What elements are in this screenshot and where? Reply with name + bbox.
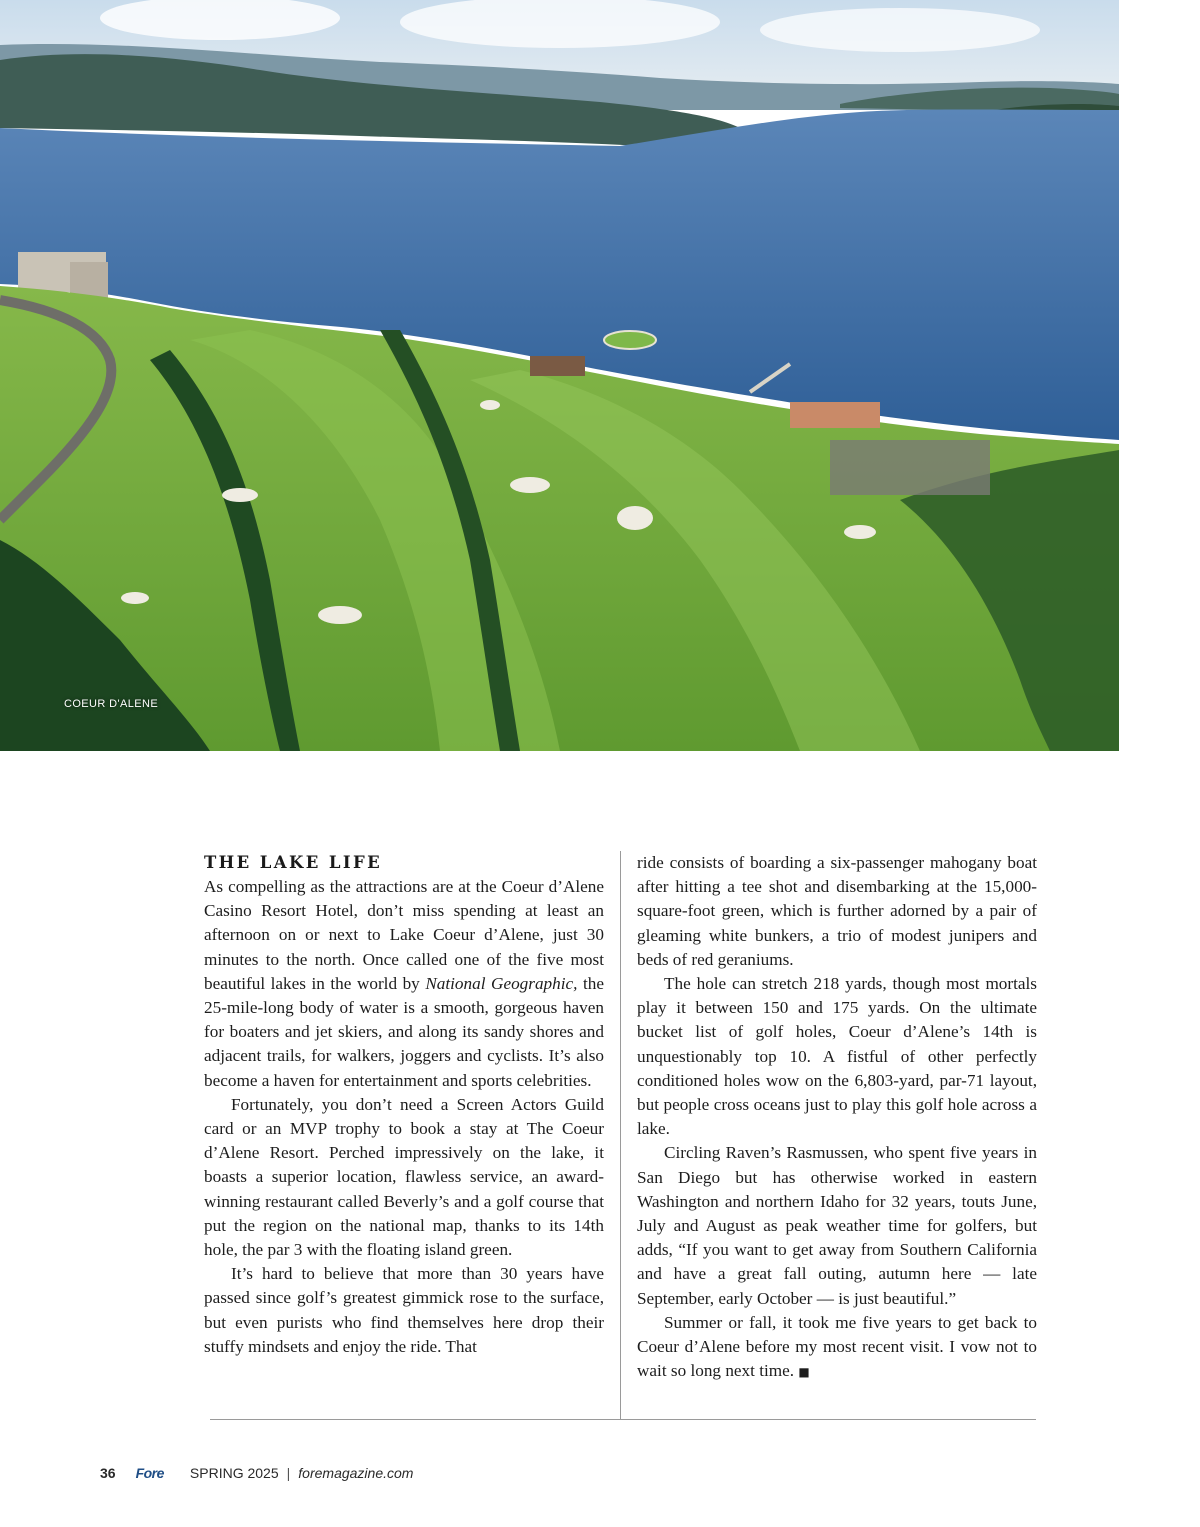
parking-lot [830,440,990,495]
footer-separator: | [286,1465,291,1481]
page-number: 36 [100,1465,116,1481]
bunker [318,606,362,624]
bunker [617,506,653,530]
floating-island-green [604,331,656,349]
photo-caption: COEUR D'ALENE [64,698,159,710]
paragraph: Fortunately, you don’t need a Screen Actors Guild card or an MVP trophy to book a stay at The Coeur d’Alene Resort. Perched impressively on the lake, it boasts a superior location, flawless service, an award-winning restaurant called Beverly’s and a golf course that put the region on the national map, thanks to its 14th hole, the par 3 with the floating island green. [204,1094,604,1260]
bunker [121,592,149,604]
end-of-article-mark: ■ [798,1365,810,1380]
clubhouse [790,402,880,428]
section-heading: THE LAKE LIFE [204,853,383,872]
website-link[interactable]: foremagazine.com [298,1465,414,1481]
paragraph: ride consists of boarding a six-passenger mahogany boat after hitting a tee shot and disembarking at the 15,000-square-foot green, which is further adorned by a pair of gleaming white bunkers, a trio of modest junipers and beds of red geraniums. [637,853,1037,969]
magazine-logo: Fore [135,1465,164,1481]
bunker [480,400,500,410]
bunker [222,488,258,502]
page-footer [100,1465,413,1481]
footer-rule [210,1419,1036,1420]
aerial-photo [0,0,1119,751]
lake-golf-course-illustration [0,0,1119,751]
paragraph: Circling Raven’s Rasmussen, who spent five years in San Diego but has otherwise worked in eastern Washington and northern Idaho for 32 years, touts June, July and August as peak weather time for golfers, but adds, “If you want to get away from Southern California and have a great fall outing, autumn here — late September, early October — is just beautiful.” [637,1143,1037,1308]
cloud [760,8,1040,52]
article-column-left [204,851,604,1359]
paragraph: As compelling as the attractions are at the Coeur d’Alene Casino Resort Hotel, don’t miss spending at least an afternoon on or next to Lake Coeur d’Alene, just 30 minutes to the north. Once called one of the five most beautiful lakes in the world by National Geographic, the 25-mile-long body of water is a smooth, gorgeous haven for boaters and jet skiers, and along its sandy shores and adjacent trails, for walkers, joggers and cyclists. It’s also become a haven for entertainment and sports celebrities. [204,877,604,1090]
publication-name: National Geographic, [425,973,578,993]
boathouse [530,356,585,376]
bunker [510,477,550,493]
paragraph: The hole can stretch 218 yards, though most mortals play it between 150 and 175 yards. On the ultimate bucket list of golf holes, Coeur d’Alene’s 14th is unquestionably top 10. A fistful of other perfectly conditioned holes wow on the 6,803-yard, par-71 layout, but people cross oceans just to play this golf hole across a lake. [637,974,1037,1139]
bunker [844,525,876,539]
column-divider [620,851,621,1419]
paragraph: It’s hard to believe that more than 30 years have passed since golf’s greatest gimmick rose to the surface, but even purists who find themselves here drop their stuffy mindsets and enjoy the ride. That [204,1264,604,1356]
issue-label: SPRING 2025 [189,1465,279,1481]
article-column-right [637,851,1037,1384]
paragraph: Summer or fall, it took me five years to get back to Coeur d’Alene before my most recent visit. I vow not to wait so long next time. ■ [637,1312,1037,1381]
